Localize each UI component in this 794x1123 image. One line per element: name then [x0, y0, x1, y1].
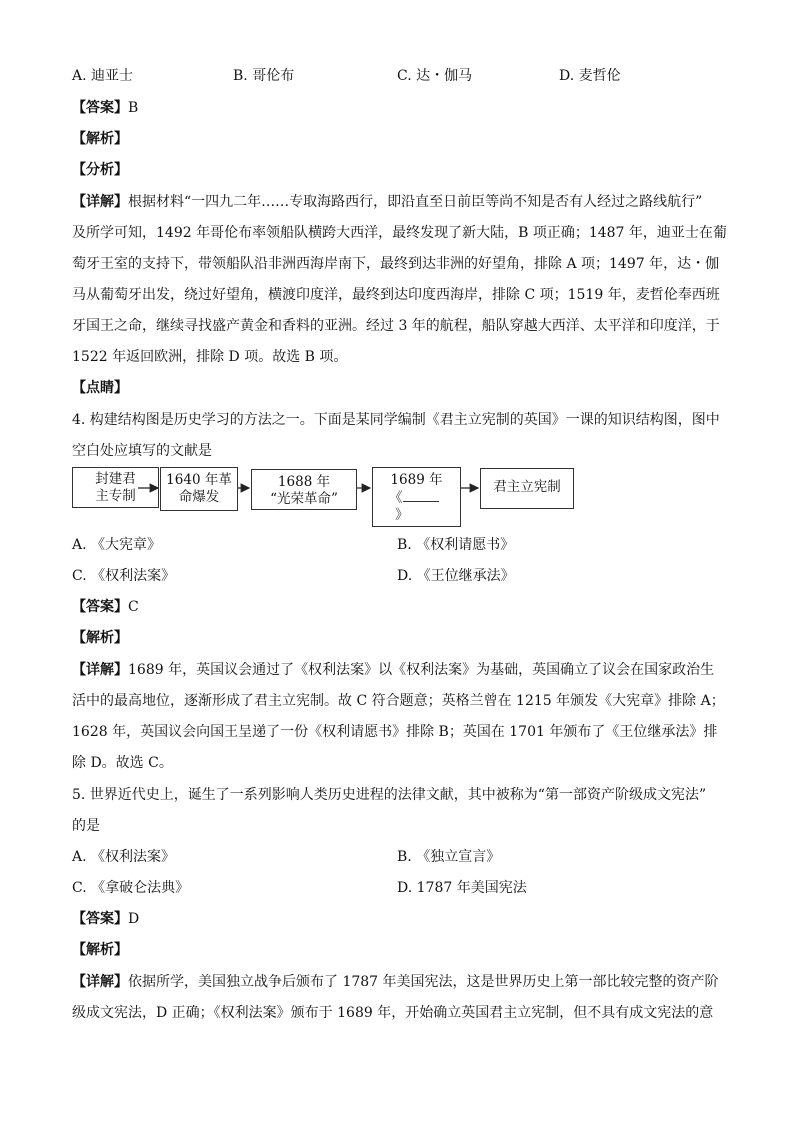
q3-option-b: B. 哥伦布	[233, 68, 295, 84]
close-bracket: 》	[395, 507, 409, 523]
answer-label: 【答案】	[72, 911, 128, 927]
q4-detail-line-3: 1628 年，英国议会向国王呈递了一份《权利请愿书》排除 B；英国在 1701 年颁布了《王位继承法》排	[72, 724, 718, 740]
q4-option-a: A. 《大宪章》	[72, 537, 162, 553]
q5-option-c: C. 《拿破仑法典》	[72, 880, 190, 896]
q5-answer	[72, 909, 139, 929]
q3-jiexi-label: 【解析】	[72, 131, 128, 147]
q3-option-d: D. 麦哲伦	[559, 68, 621, 84]
box-text: 命爆发	[178, 489, 220, 505]
q5-option-b: B. 《独立宣言》	[397, 849, 501, 865]
detail-text: 依据所学，美国独立战争后颁布了 1787 年美国宪法，这是世界历史上第一部比较完整的资产阶	[128, 974, 719, 990]
detail-text: 1689 年，英国议会通过了《权利法案》以《权利法案》为基础，英国确立了议会在国家政治生	[128, 662, 715, 678]
answer-value: B	[128, 100, 139, 116]
q5-stem-line-2: 的是	[72, 818, 100, 834]
box-text: 封建君	[95, 471, 136, 487]
open-bracket: 《	[389, 490, 403, 506]
q4-stem-line-1: 4. 构建结构图是历史学习的方法之一。下面是某同学编制《君主立宪制的英国》一课的知识结构图，图中	[72, 412, 720, 428]
detail-label: 【详解】	[72, 974, 128, 990]
answer-value: C	[128, 599, 139, 615]
q4-answer	[72, 597, 139, 617]
q4-detail-line-2: 活中的最高地位，逐渐形成了君主立宪制。故 C 符合题意；英格兰曾在 1215 年颁发《大宪章》排除 A；	[72, 693, 725, 709]
q4-option-b: B. 《权利请愿书》	[397, 537, 515, 553]
q5-stem-line-1: 5. 世界近代史上，诞生了一系列影响人类历史进程的法律文献，其中被称为“第一部资产阶级成文宪法”	[72, 787, 707, 803]
q3-detail-line-4: 马从葡萄牙出发，绕过好望角，横渡印度洋，最终到达印度西海岸，排除 C 项；1519 年，麦哲伦奉西班	[72, 287, 720, 303]
q3-detail-line-6: 1522 年返回欧洲，排除 D 项。故选 B 项。	[72, 349, 348, 365]
q4-option-c: C. 《权利法案》	[72, 568, 176, 584]
box-text: 主专制	[95, 488, 136, 504]
q5-detail-line-2: 级成文宪法，D 正确；《权利法案》颁布于 1689 年，开始确立英国君主立宪制，但不具有成文宪法的意	[72, 1005, 714, 1021]
box-text: 1689 年	[390, 472, 443, 488]
q3-dianjing-label: 【点睛】	[72, 380, 128, 396]
q5-option-d: D. 1787 年美国宪法	[397, 880, 527, 896]
q3-detail-line-5: 牙国王之命，继续寻找盛产黄金和香料的亚洲。经过 3 年的航程，船队穿越大西洋、太平洋和印度洋，于	[72, 318, 720, 334]
box-text: 1688 年	[277, 474, 331, 490]
detail-label: 【详解】	[72, 662, 128, 678]
box-text: 君主立宪制	[493, 479, 561, 495]
answer-label: 【答案】	[72, 100, 128, 116]
q3-option-a: A. 迪亚士	[72, 68, 134, 84]
q4-detail-line-1	[72, 660, 714, 680]
q5-option-a: A. 《权利法案》	[72, 849, 176, 865]
detail-text: 根据材料“一四九二年……专取海路西行，即沿直至日前臣等尚不知是否有人经过之路线航行”	[128, 194, 703, 210]
q4-stem-line-2: 空白处应填写的文献是	[72, 443, 212, 459]
q3-fenxi-label: 【分析】	[72, 162, 128, 178]
detail-label: 【详解】	[72, 194, 128, 210]
answer-value: D	[128, 911, 140, 927]
q3-option-c: C. 达・伽马	[397, 68, 473, 84]
q4-detail-line-4: 除 D。故选 C。	[72, 755, 173, 771]
q5-detail-line-1	[72, 972, 719, 992]
q3-detail-line-3: 萄牙王室的支持下，带领船队沿非洲西海岸南下，最终到达非洲的好望角，排除 A 项；1497 年，达・伽	[72, 256, 720, 272]
q4-jiexi-label: 【解析】	[72, 630, 128, 646]
q4-option-d: D. 《王位继承法》	[397, 568, 515, 584]
box-text: 1640 年革	[166, 472, 232, 488]
q5-jiexi-label: 【解析】	[72, 942, 128, 958]
answer-label: 【答案】	[72, 599, 128, 615]
box-text: “光荣革命”	[270, 491, 338, 507]
q3-detail-line-2: 及所学可知，1492 年哥伦布率领船队横跨大西洋，最终发现了新大陆，B 项正确；1487 年，迪亚士在葡	[72, 225, 727, 241]
